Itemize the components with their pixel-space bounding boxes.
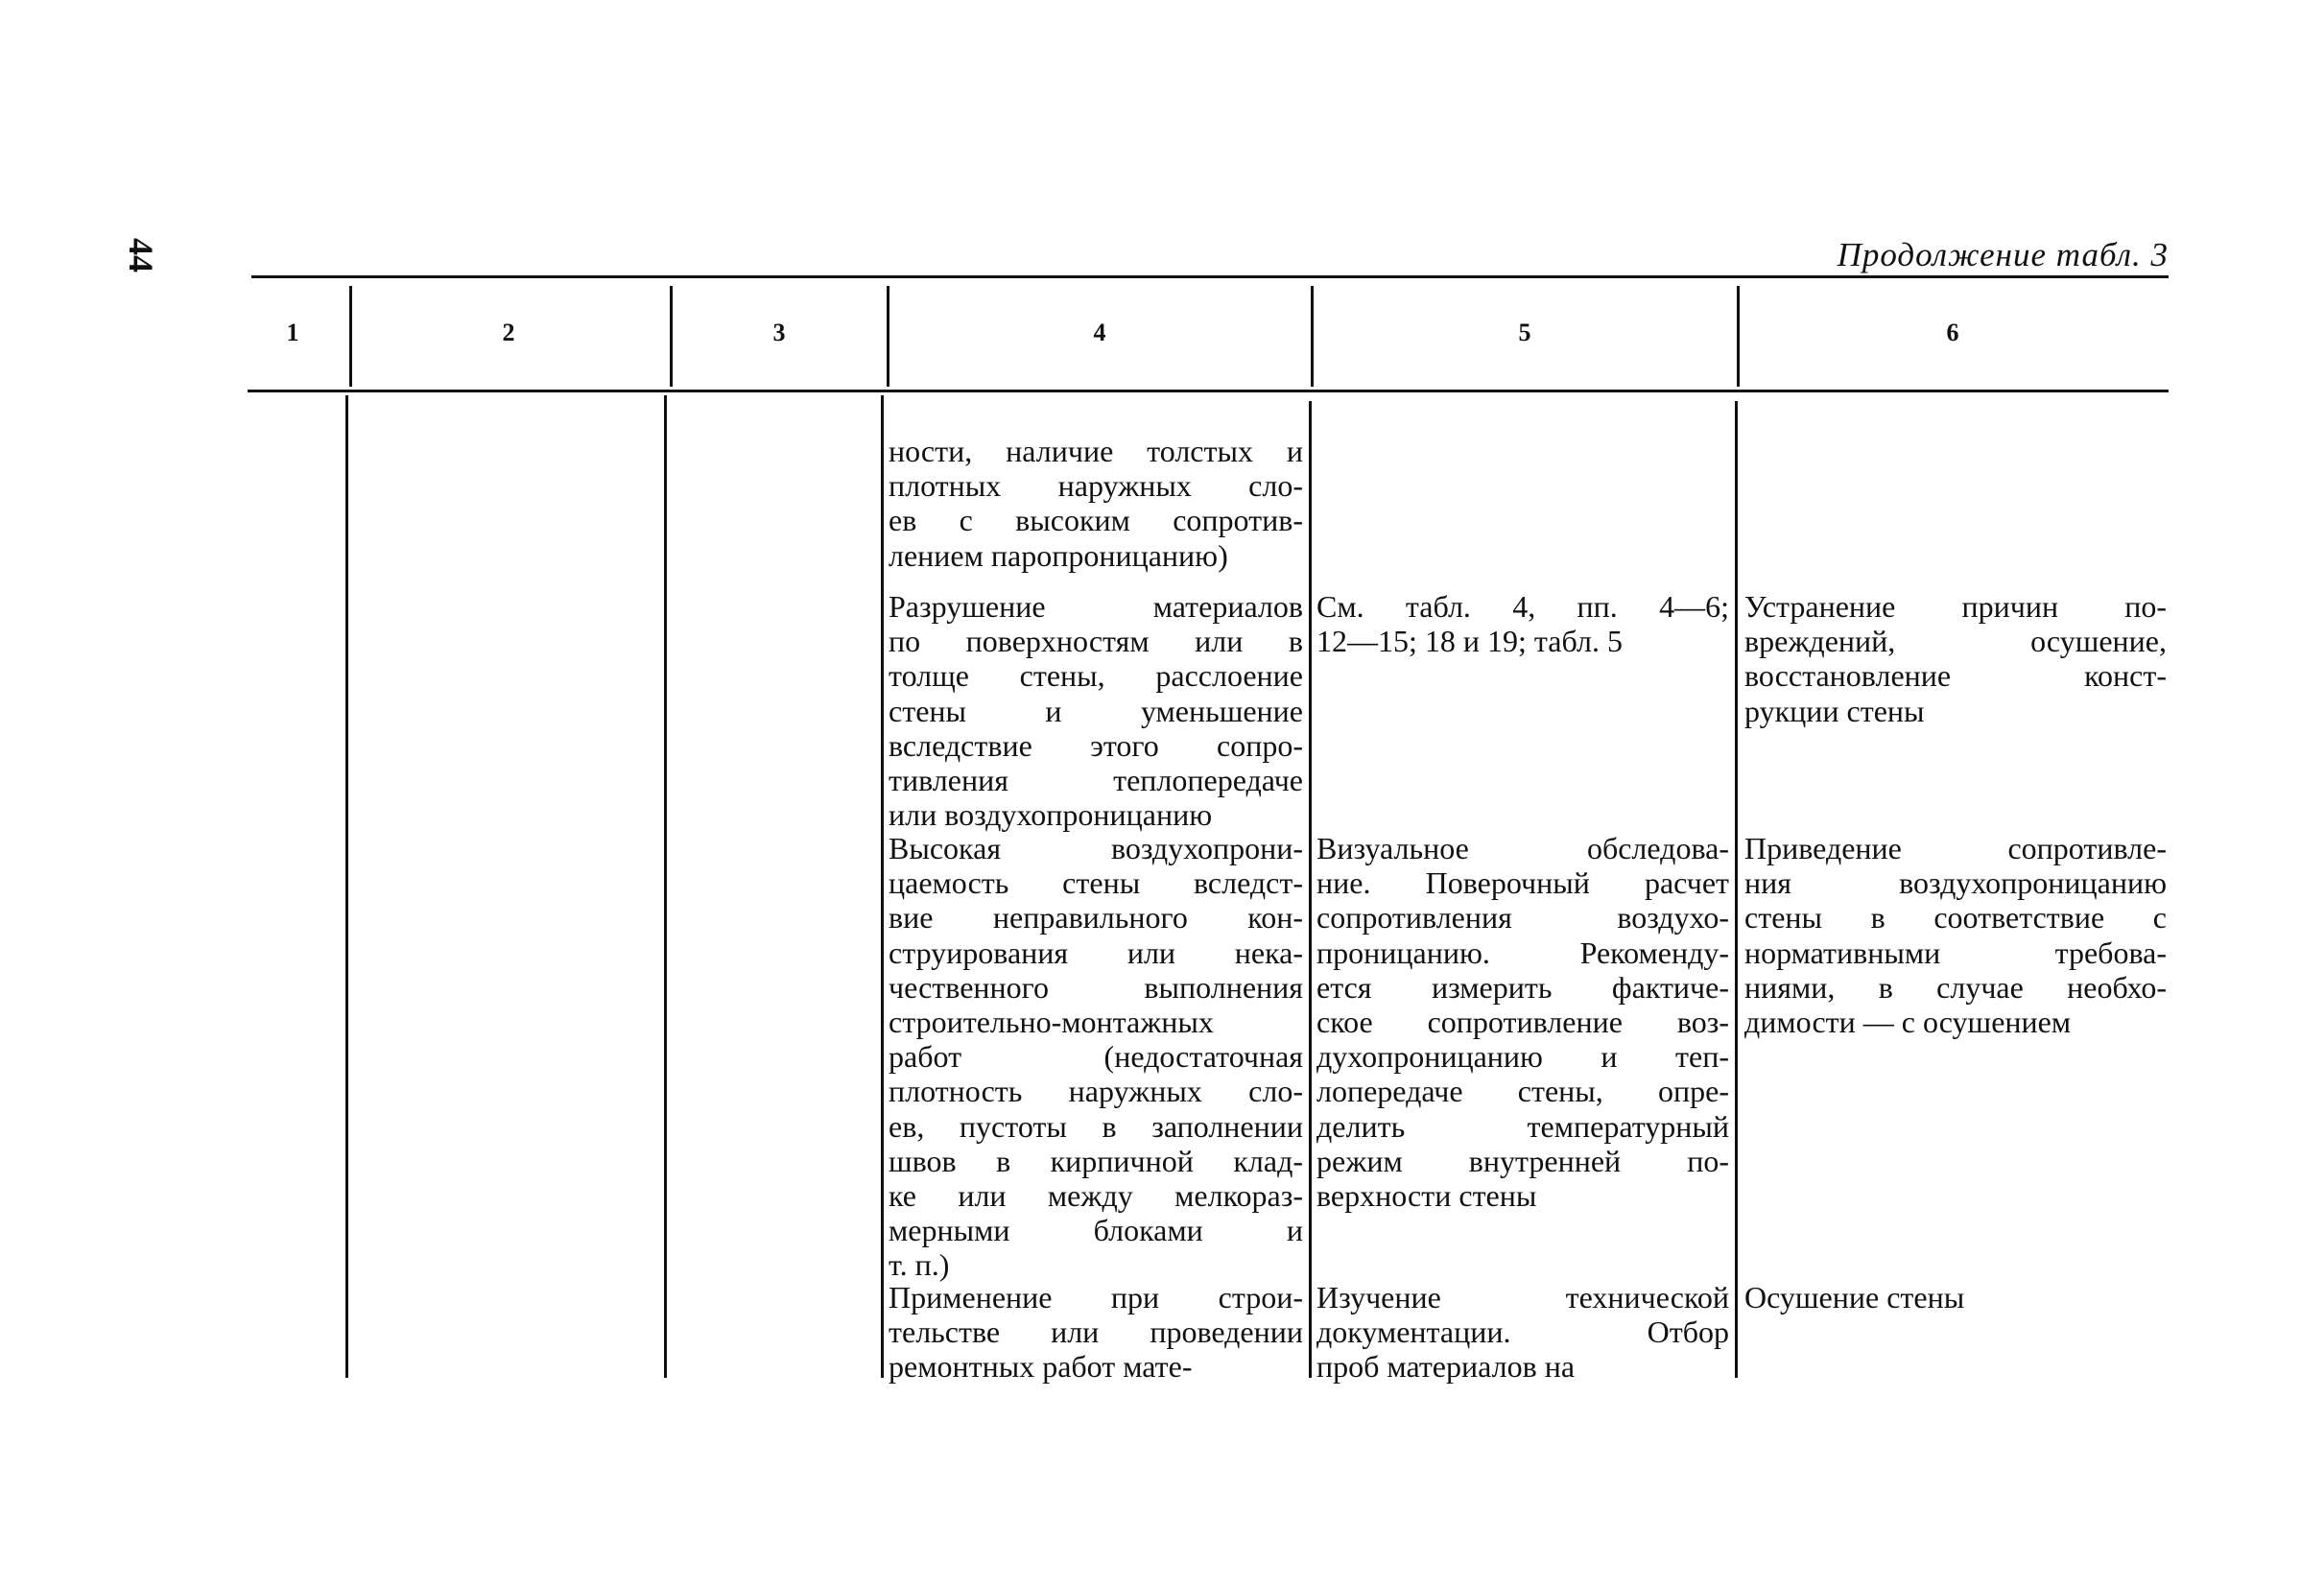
column-header-5: 5 (1518, 319, 1531, 346)
cell-text-line: вреждений, осушение, (1744, 624, 2167, 659)
header-divider (1737, 286, 1740, 387)
header-divider (1311, 286, 1314, 387)
cell-text-line: 12—15; 18 и 19; табл. 5 (1316, 624, 1623, 659)
cell-text-line: ние. Поверочный расчет (1316, 865, 1729, 901)
cell-text-line: режим внутренней по- (1316, 1143, 1729, 1178)
cell-text-line: ниями, в случае необхо- (1744, 969, 2167, 1005)
row2-remedy (1744, 589, 2167, 728)
cell-text-line: т. п.) (889, 1247, 950, 1283)
cell-text-line: делить температурный (1316, 1108, 1729, 1144)
cell-text-line: проницанию. Рекоменду- (1316, 935, 1729, 970)
cell-text-line: Визуальное обследова- (1316, 831, 1729, 865)
row3-defect (889, 831, 1303, 1282)
cell-text-line: толще стены, расслоение (889, 658, 1303, 694)
cell-text-line: ев, пустоты в заполнении (889, 1108, 1303, 1144)
column-header-3: 3 (772, 319, 786, 346)
cell-text-line: ремонтных работ мате- (889, 1349, 1193, 1385)
cell-text-line: ев с высоким сопротив- (889, 503, 1303, 538)
cell-text-line: стены в соответствие с (1744, 900, 2167, 936)
cell-text-line: духопроницанию и теп- (1316, 1039, 1729, 1075)
row2-defect (889, 589, 1303, 832)
cell-text-line: Устранение причин по- (1744, 589, 2167, 624)
cell-text-line: работ (недостаточная (889, 1039, 1303, 1075)
row3-remedy (1744, 831, 2167, 1039)
cell-text-line: См. табл. 4, пп. 4—6; (1316, 589, 1729, 624)
header-divider (887, 286, 889, 387)
cell-text-line: стены и уменьшение (889, 693, 1303, 728)
cell-text-line: струирования или нека- (889, 935, 1303, 970)
header-rule (248, 390, 2169, 392)
cell-text-line: нормативными требова- (1744, 935, 2167, 970)
cell-text-line: Высокая воздухопрони- (889, 831, 1303, 865)
cell-text-line: вие неправильного кон- (889, 900, 1303, 936)
cell-text-line: тивления теплопередаче (889, 762, 1303, 797)
column-header-1: 1 (286, 319, 299, 346)
row4-remedy (1744, 1280, 2167, 1315)
cell-text-line: или воздухопроницанию (889, 797, 1213, 833)
row1-cause (889, 434, 1303, 573)
cell-text-line: восстановление конст- (1744, 658, 2167, 694)
body-divider (1309, 401, 1312, 1378)
header-divider (670, 286, 673, 387)
cell-text-line: Приведение сопротивле- (1744, 831, 2167, 865)
cell-text-line: ния воздухопроницанию (1744, 865, 2167, 901)
cell-text-line: димости — с осушением (1744, 1004, 2072, 1039)
cell-text-line: проб материалов на (1316, 1349, 1576, 1385)
cell-text-line: швов в кирпичной клад- (889, 1143, 1303, 1178)
cell-text-line: ется измерить фактиче- (1316, 969, 1729, 1005)
cell-text-line: рукции стены (1744, 693, 1925, 728)
cell-text-line: Изучение технической (1316, 1280, 1729, 1315)
cell-text-line: Разрушение материалов (889, 589, 1303, 624)
cell-text-line: строительно-монтажных (889, 1004, 1214, 1039)
cell-text-line: вследствие этого сопро- (889, 727, 1303, 763)
cell-text-line: по поверхностям или в (889, 624, 1303, 659)
cell-text-line: ке или между мелкораз- (889, 1177, 1303, 1213)
cell-text-line: чественного выполнения (889, 969, 1303, 1005)
cell-text-line: верхности стены (1316, 1177, 1537, 1213)
cell-text-line: сопротивления воздухо- (1316, 900, 1729, 936)
cell-text-line: ское сопротивление воз- (1316, 1004, 1729, 1039)
body-divider (1735, 401, 1738, 1378)
column-header-2: 2 (502, 319, 515, 346)
row4-defect (889, 1280, 1303, 1385)
cell-text-line: плотность наружных сло- (889, 1074, 1303, 1109)
cell-text-line: плотных наружных сло- (889, 468, 1303, 504)
body-divider (345, 395, 348, 1378)
column-header-6: 6 (1946, 319, 1959, 346)
cell-text-line: Применение при строи- (889, 1280, 1303, 1315)
row3-method (1316, 831, 1729, 1213)
cell-text-line: Осушение стены (1744, 1280, 1965, 1315)
cell-text-line: лением паропроницанию) (889, 537, 1228, 573)
table-caption: Продолжение табл. 3 (1837, 236, 2169, 273)
cell-text-line: ности, наличие толстых и (889, 434, 1303, 468)
cell-text-line: документации. Отбор (1316, 1315, 1729, 1350)
column-header-4: 4 (1093, 319, 1106, 346)
row4-method (1316, 1280, 1729, 1385)
body-divider (664, 395, 667, 1378)
cell-text-line: лопередаче стены, опре- (1316, 1074, 1729, 1109)
body-divider (881, 395, 884, 1378)
cell-text-line: мерными блоками и (889, 1213, 1303, 1248)
cell-text-line: тельстве или проведении (889, 1315, 1303, 1350)
header-divider (349, 286, 352, 387)
row2-method (1316, 589, 1729, 658)
page-number: 44 (122, 238, 160, 272)
top-rule (251, 275, 2169, 278)
cell-text-line: цаемость стены вследст- (889, 865, 1303, 901)
